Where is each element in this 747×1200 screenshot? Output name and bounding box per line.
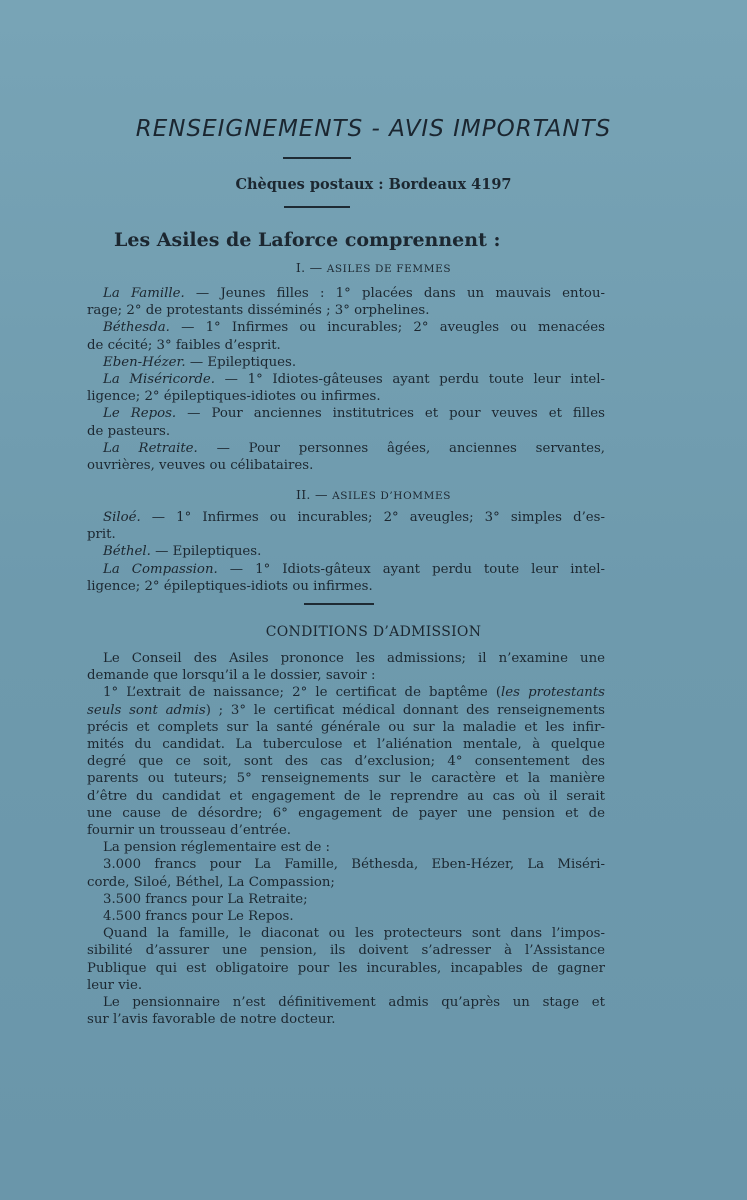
conditions-paragraph-line: Le Conseil des Asiles prononce les admissions; il n’examine une [103, 651, 605, 666]
list-item: Eben-Hézer. — Epileptiques. [103, 354, 297, 370]
asylum-name: Eben-Hézer. [103, 354, 186, 370]
asylum-name: Béthesda. [103, 320, 170, 336]
list-item: La Miséricorde. — 1° Idiotes-gâteuses ayant perdu toute leur intel- [103, 372, 606, 388]
women-section-numeral: I. — [295, 260, 327, 275]
conditions-paragraph-line: précis et complets sur la santé générale ou sur la maladie et les infir- [87, 719, 605, 735]
men-section-numeral: II. — [295, 487, 333, 502]
conditions-paragraph-line: seuls sont admis) ; 3° le certificat médical donnant des renseignements [87, 702, 605, 718]
list-item: Béthesda. — 1° Infirmes ou incurables; 2° aveugles ou menacées [103, 320, 605, 336]
conditions-paragraph-line: mités du candidat. La tuberculose et l’aliénation mentale, à quelque [87, 737, 605, 753]
asiles-heading: Les Asiles de Laforce comprennent : [114, 229, 501, 251]
men-section-heading [0, 487, 747, 502]
page-title: RENSEIGNEMENTS - AVIS IMPORTANTS [135, 116, 612, 142]
list-item-continuation: prit. [87, 527, 116, 543]
pension-rate-line: corde, Siloé, Béthel, La Compassion; [87, 874, 335, 890]
cheques-divider [284, 206, 350, 208]
conditions-paragraph-line: d’être du candidat et engagement de le reprendre au cas où il serait [87, 788, 605, 804]
conditions-paragraph-line: sibilité d’assurer une pension, ils doivent s’adresser à l’Assistance [87, 943, 605, 959]
conditions-paragraph-line: Le pensionnaire n’est définitivement admis qu’après un stage et [103, 995, 605, 1011]
pension-rate-line: 4.500 francs pour Le Repos. [103, 909, 294, 925]
conditions-paragraph-line: Publique qui est obligatoire pour les incurables, incapables de gagner [87, 960, 605, 976]
list-item: La Compassion. — 1° Idiots-gâteux ayant perdu toute leur intel- [103, 561, 605, 577]
list-item-continuation: ligence; 2° épileptiques-idiots ou infirmes. [87, 578, 373, 594]
conditions-paragraph-line: demande que lorsqu’il a le dossier, savoir : [87, 668, 376, 684]
conditions-paragraph-line: fournir un trousseau d’entrée. [87, 823, 291, 839]
pension-intro: La pension réglementaire est de : [103, 840, 331, 856]
conditions-text [87, 650, 605, 1028]
asylum-name: La Miséricorde. [103, 372, 216, 388]
list-item-continuation: de cécité; 3° faibles d’esprit. [87, 337, 281, 353]
asylum-name: La Retraite. [103, 440, 198, 456]
conditions-paragraph-line: parents ou tuteurs; 5° renseignements sur le caractère et la manière [87, 771, 605, 787]
conditions-paragraph-line: degré que ce soit, sont des cas d’exclusion; 4° consentement des [87, 754, 605, 770]
asylum-name: La Compassion. [103, 561, 218, 577]
conditions-paragraph-line: 1° L’extrait de naissance; 2° le certificat de baptême (les protestants [103, 685, 605, 701]
list-item: La Famille. — Jeunes filles : 1° placées dans un mauvais entou- [103, 286, 605, 301]
asylum-name: Siloé. [103, 510, 141, 525]
list-item: Béthel. — Epileptiques. [103, 544, 262, 560]
title-divider [283, 157, 351, 159]
asylum-name: Béthel. [103, 544, 151, 560]
list-item: Siloé. — 1° Infirmes ou incurables; 2° aveugles; 3° simples d’es- [103, 510, 605, 525]
pension-rate-line: 3.500 francs pour La Retraite; [103, 891, 308, 907]
list-item-continuation: de pasteurs. [87, 423, 171, 439]
asylum-name: La Famille. [103, 286, 185, 301]
women-section-label: ASILES DE FEMMES [326, 263, 452, 275]
pension-rate-line: 3.000 francs pour La Famille, Béthesda, Eben-Hézer, La Miséri- [103, 857, 605, 873]
men-section-label: ASILES D’HOMMES [332, 490, 452, 502]
list-item-continuation: ouvrières, veuves ou célibataires. [87, 458, 314, 474]
section-divider [304, 603, 374, 605]
conditions-paragraph-line: sur l’avis favorable de notre docteur. [87, 1012, 336, 1028]
conditions-paragraph-line: Quand la famille, le diaconat ou les protecteurs sont dans l’impos- [103, 926, 605, 942]
conditions-paragraph-line: une cause de désordre; 6° engagement de payer une pension et de [87, 805, 605, 821]
conditions-paragraph-line: leur vie. [87, 977, 143, 993]
women-section-heading [0, 260, 747, 275]
list-item: Le Repos. — Pour anciennes institutrices et pour veuves et filles [103, 406, 605, 422]
conditions-heading: CONDITIONS D’ADMISSION [265, 624, 482, 640]
list-item: La Retraite. — Pour personnes âgées, anciennes servantes, [103, 440, 605, 456]
women-asylum-list [87, 285, 606, 474]
list-item-continuation: rage; 2° de protestants disséminés ; 3° orphelines. [87, 303, 430, 319]
asylum-name: Le Repos. [103, 406, 177, 422]
postal-account-line: Chèques postaux : Bordeaux 4197 [235, 176, 512, 193]
men-asylum-list [87, 509, 605, 595]
list-item-continuation: ligence; 2° épileptiques-idiotes ou infirmes. [87, 389, 381, 405]
